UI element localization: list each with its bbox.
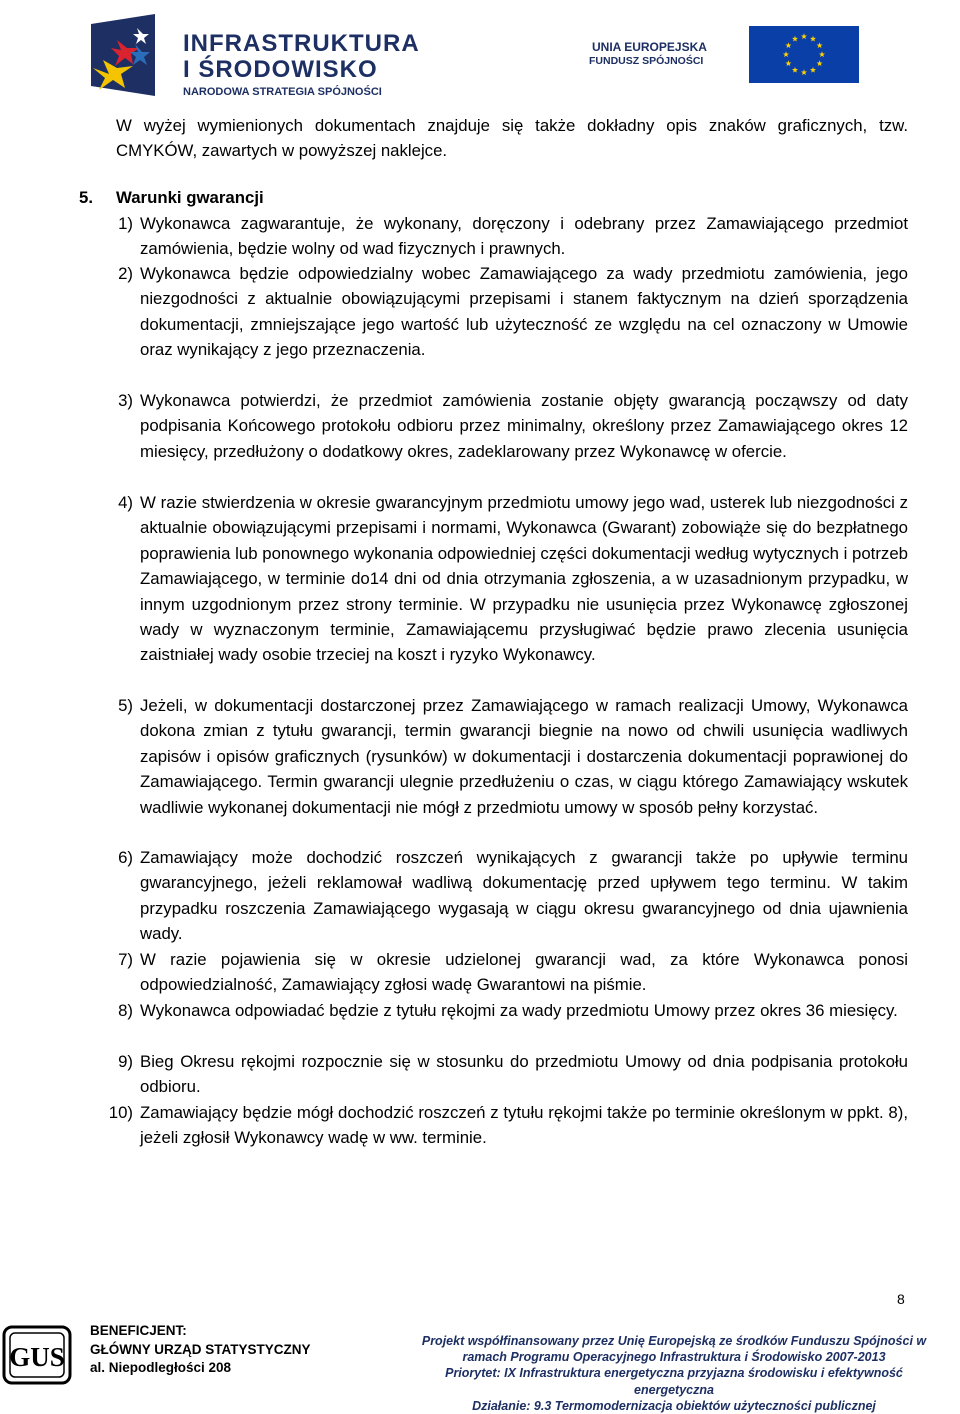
list-item-number: 4) [118,493,133,512]
list-item-text: Wykonawca zagwarantuje, że wykonany, doręczony i odebrany przez Zamawiającego przedmiot zamówienia, będzie wolny od wad fizycznych i prawnych. [140,214,908,259]
section-number: 5. [79,188,93,207]
project-info [388,1333,960,1414]
logo-title-line2: I ŚRODOWISKO [183,56,378,83]
list-item-number: 7) [118,950,133,969]
beneficiary-label: BENEFICJENT: [90,1323,187,1338]
list-item-text: Wykonawca potwierdzi, że przedmiot zamówienia zostanie objęty gwarancją począwszy od daty podpisania Końcowego protokołu odbioru przez minimalny, określony przez Zamawiającego okres 12 miesięcy, przedłużony o dodatkowy okres, zadeklarowany przez Wykonawcę w ofercie. [140,391,908,461]
list-item-number: 2) [118,264,133,283]
list-item-number: 6) [118,848,133,867]
intro-paragraph: W wyżej wymienionych dokumentach znajduje się także dokładny opis znaków graficznych, tzw. CMYKÓW, zawartych w powyższej naklejce. [116,116,908,161]
logo-title-line1: INFRASTRUKTURA [183,30,420,57]
list-item-text: Zamawiający będzie mógł dochodzić roszczeń z tytułu rękojmi także po terminie określonym w ppkt. 8), jeżeli zgłosił Wykonawcy wadę w ww. terminie. [140,1103,908,1148]
section-title: Warunki gwarancji [116,188,264,207]
gus-logo-text: GUS [9,1342,65,1372]
list-item-text: Jeżeli, w dokumentacji dostarczonej przez Zamawiającego w ramach realizacji Umowy, Wykonawca dokona zmian z tytułu gwarancji, termin gwarancji biegnie na nowo od chwili usunięcia wadliwych zapisów i opisów graficznych (rysunków) w dokumentacji i dostarczenia dokumentacji poprawionej do Zamawiającego. Termin gwarancji ulegnie przedłużeniu o czas, w ciągu którego Zamawiający wskutek wadliwie wykonanej dokumentacji nie mógł z przedmiotu umowy w sposób pełny korzystać. [140,696,908,817]
list-item-number: 10) [108,1103,133,1122]
project-line: Projekt współfinansowany przez Unię Europejską ze środków Funduszu Spójności w [421,1334,927,1348]
list-item-text: Bieg Okresu rękojmi rozpocznie się w stosunku do przedmiotu Umowy od dnia podpisania protokołu odbioru. [140,1052,908,1097]
beneficiary-block [90,1322,311,1378]
stars-emblem-icon [83,10,178,100]
beneficiary-address: al. Niepodległości 208 [90,1360,232,1375]
page-header [0,0,960,105]
list-item-number: 5) [118,696,133,715]
project-line: Priorytet: IX Infrastruktura energetyczna przyjazna środowisku i efektywność [445,1366,903,1381]
gus-logo-icon [2,1325,72,1385]
list-item-number: 8) [118,1001,133,1020]
list-item-text: Wykonawca odpowiadać będzie z tytułu rękojmi za wady przedmiotu Umowy przez okres 36 miesięcy. [140,1001,898,1020]
list-item-number: 3) [118,391,133,410]
beneficiary-name: GŁÓWNY URZĄD STATYSTYCZNY [90,1341,311,1357]
project-line: energetyczna [634,1382,714,1397]
list-item-text: Zamawiający może dochodzić roszczeń wynikających z gwarancji także po upływie terminu gwarancyjnego, jeżeli reklamował wadliwą dokumentację przed upływem tego terminu. W takim przypadku roszczenia Zamawiającego wygasają w ciągu okresu gwarancyjnego od dnia ujawnienia wady. [140,848,908,944]
logo-subtitle: NARODOWA STRATEGIA SPÓJNOŚCI [183,86,382,98]
project-line: Działanie: 9.3 Termomodernizacja obiektów użyteczności publicznej [472,1398,876,1413]
list-item-text: Wykonawca będzie odpowiedzialny wobec Zamawiającego za wady przedmiotu zamówienia, jego niezgodności z aktualnie obowiązującymi przepisami i stanem faktycznym na dzień sporządzenia dokumentacji, zmniejszające jego wartość lub użyteczność ze względu na cel oznaczony w Umowie oraz wynikający z jego przeznaczenia. [140,264,908,360]
eu-fund: FUNDUSZ SPÓJNOŚCI [589,55,704,67]
project-line: ramach Programu Operacyjnego Infrastruktura i Środowisko 2007-2013 [462,1350,886,1365]
list-item-text: W razie stwierdzenia w okresie gwarancyjnym przedmiotu umowy jego wad, usterek lub niezgodności z aktualnie obowiązującymi przepisami i normami, Wykonawca (Gwarant) zobowiąże się do bezpłatnego poprawienia lub ponownego wykonania odpowiedniej części dokumentacji według wytycznych i potrzeb Zamawiającego, w terminie do14 dni od dnia otrzymania zgłoszenia, a w uzasadnionym przypadku, w innym uzgodnionym przez strony terminie. W przypadku nie usunięcia przez Wykonawcę zgłoszonej wady w wyznaczonym terminie, Zamawiającemu przysługiwać będzie prawo zlecenia usunięcia zaistniałej wady osobie trzeciej na koszt i ryzyko Wykonawcy. [140,493,908,665]
eu-title: UNIA EUROPEJSKA [592,40,707,54]
list-item-text: W razie pojawienia się w okresie udzielonej gwarancji wad, za które Wykonawca ponosi odpowiedzialność, Zamawiający zgłosi wadę Gwarantowi na piśmie. [140,950,908,995]
list-item-number: 9) [118,1052,133,1071]
infrastruktura-logo [83,10,453,100]
eu-flag-icon [749,26,859,83]
page-number: 8 [897,1291,905,1307]
list-item-number: 1) [118,214,133,233]
